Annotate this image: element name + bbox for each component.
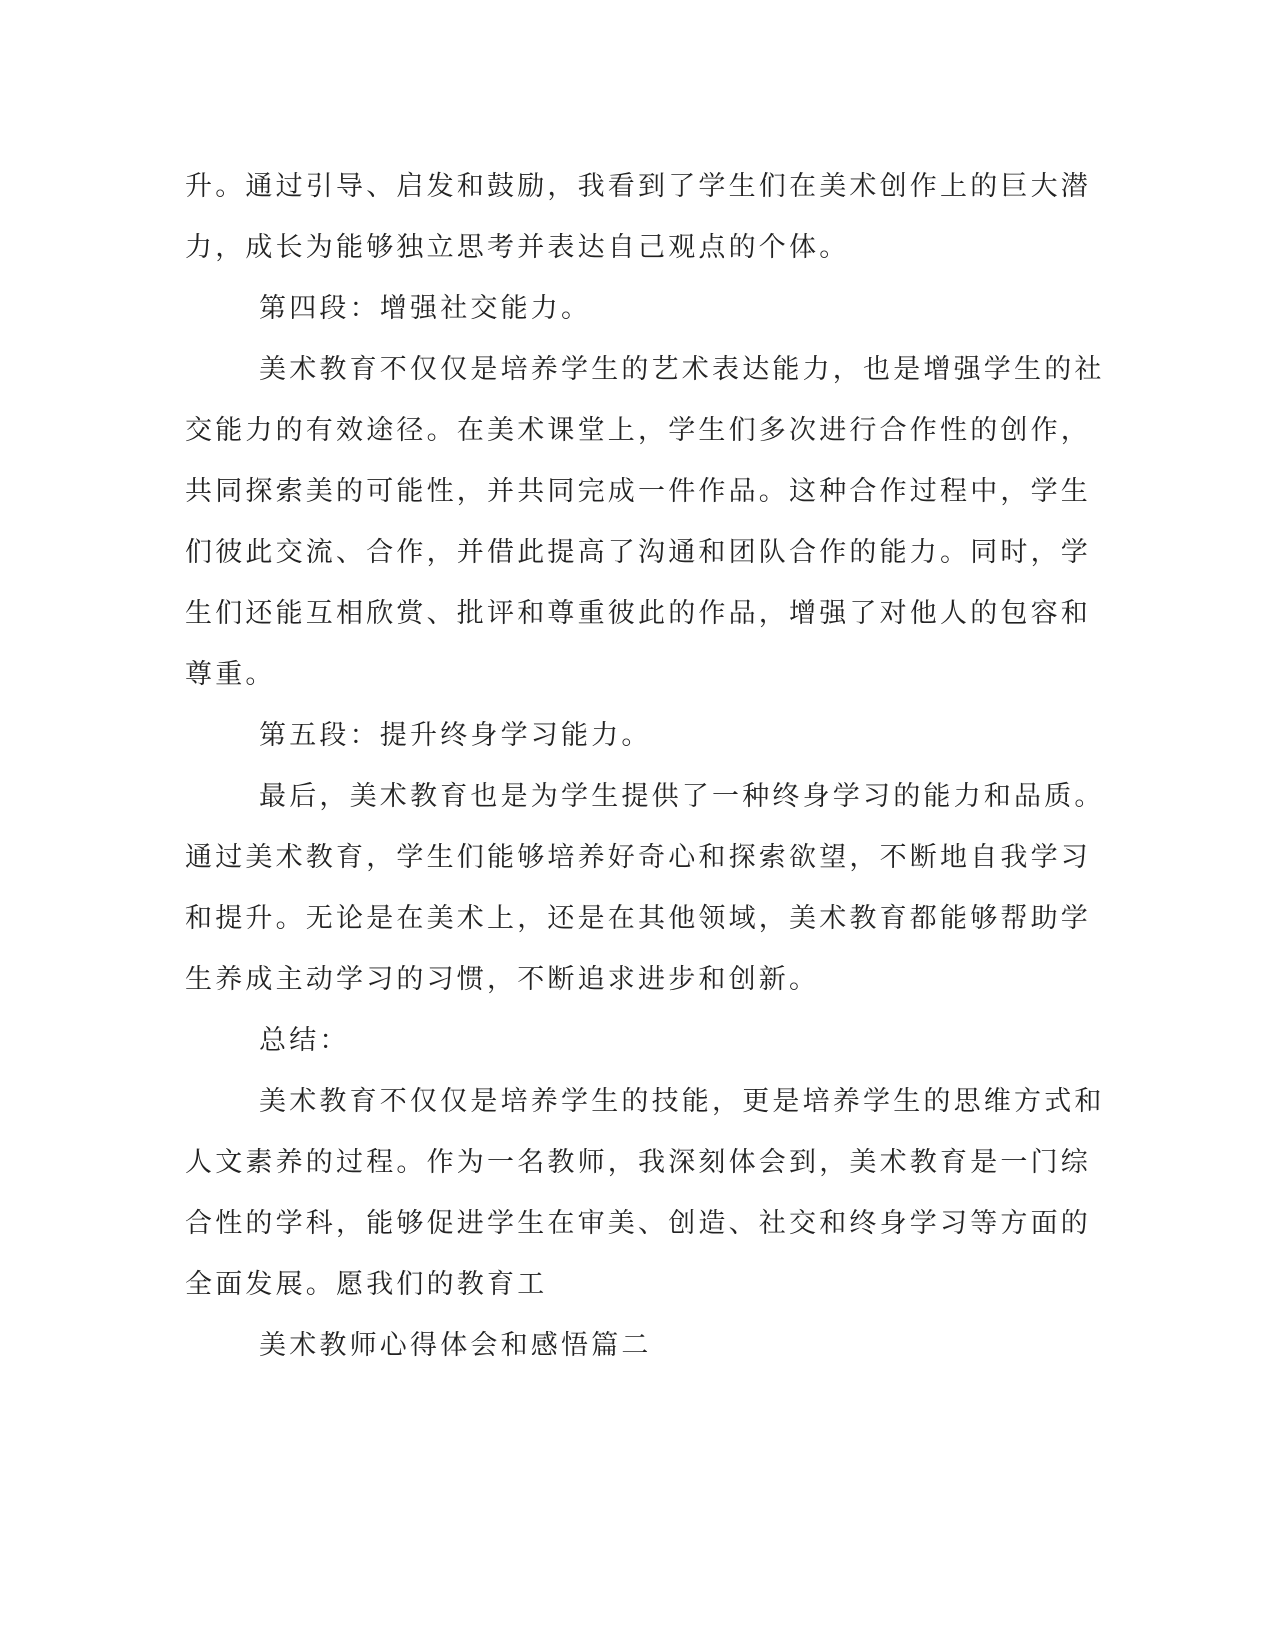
text-line: 和提升。无论是在美术上，还是在其他领域，美术教育都能够帮助学 — [185, 903, 1091, 934]
section-heading: 第五段：提升终身学习能力。 — [259, 720, 652, 751]
text-line: 生们还能互相欣赏、批评和尊重彼此的作品，增强了对他人的包容和 — [185, 598, 1091, 629]
text-line: 们彼此交流、合作，并借此提高了沟通和团队合作的能力。同时，学 — [185, 537, 1091, 568]
text-line: 共同探索美的可能性，并共同完成一件作品。这种合作过程中，学生 — [185, 476, 1091, 507]
text-line: 生养成主动学习的习惯，不断追求进步和创新。 — [185, 964, 820, 995]
document-body — [185, 156, 1105, 1376]
text-line: 尊重。 — [185, 659, 276, 690]
text-line: 人文素养的过程。作为一名教师，我深刻体会到，美术教育是一门综 — [185, 1147, 1091, 1178]
text-line: 美术教育不仅仅是培养学生的技能，更是培养学生的思维方式和 — [259, 1086, 1105, 1117]
text-line: 交能力的有效途径。在美术课堂上，学生们多次进行合作性的创作， — [185, 415, 1091, 446]
section-heading: 总结： — [259, 1025, 350, 1056]
article-title: 美术教师心得体会和感悟篇二 — [259, 1330, 652, 1361]
section-heading: 第四段：增强社交能力。 — [259, 293, 592, 324]
text-line: 通过美术教育，学生们能够培养好奇心和探索欲望，不断地自我学习 — [185, 842, 1091, 873]
text-line: 最后，美术教育也是为学生提供了一种终身学习的能力和品质。 — [259, 781, 1105, 812]
text-line: 全面发展。愿我们的教育工 — [185, 1269, 548, 1300]
text-line: 合性的学科，能够促进学生在审美、创造、社交和终身学习等方面的 — [185, 1208, 1091, 1239]
text-line: 美术教育不仅仅是培养学生的艺术表达能力，也是增强学生的社 — [259, 354, 1105, 385]
text-line: 升。通过引导、启发和鼓励，我看到了学生们在美术创作上的巨大潜 — [185, 171, 1091, 202]
text-line: 力，成长为能够独立思考并表达自己观点的个体。 — [185, 232, 850, 263]
